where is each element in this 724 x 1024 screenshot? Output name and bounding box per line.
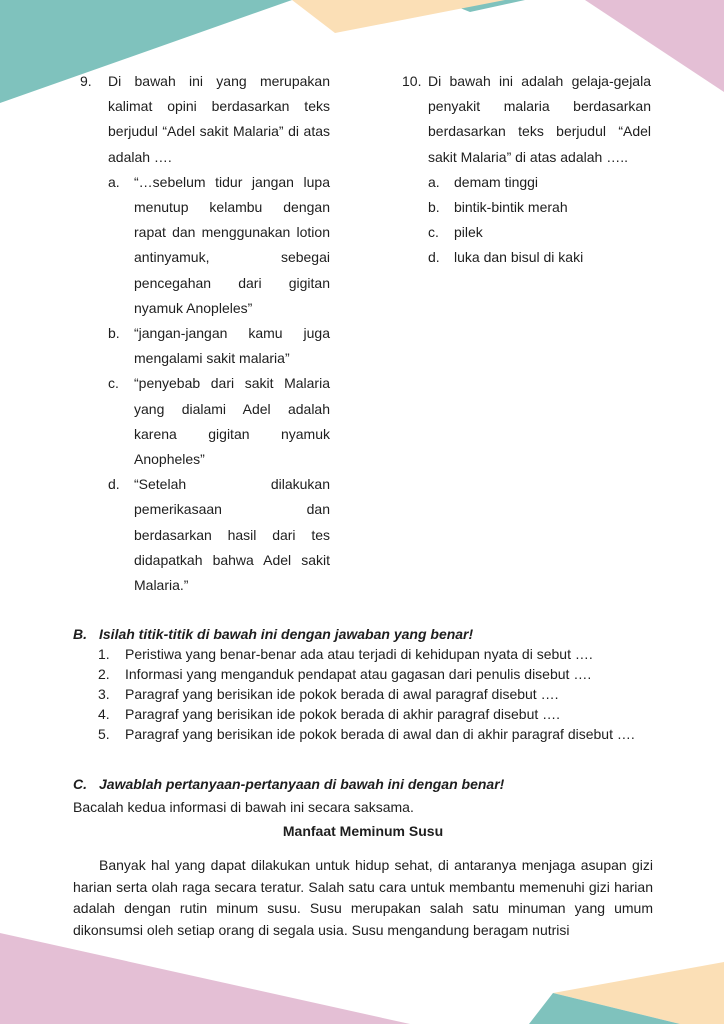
option-text: demam tinggi	[454, 173, 539, 190]
item-number: 3.	[98, 686, 110, 702]
question-text: Di bawah ini adalah gelaja-gejala penyakit malaria berdasarkan berdasarkan teks berjudul “Adel sakit Malaria” di atas adalah …..	[428, 73, 651, 165]
question-10	[402, 69, 651, 271]
option-text: luka dan bisul di kaki	[454, 249, 584, 266]
option-a	[428, 170, 651, 195]
option-text: bintik-bintik merah	[454, 199, 568, 216]
section-letter: B.	[73, 626, 87, 642]
option-letter: d.	[428, 249, 440, 266]
option-b	[428, 195, 651, 220]
list-item	[98, 664, 653, 684]
question-text: Di bawah ini yang merupakan kalimat opini berdasarkan teks berjudul “Adel sakit Malaria” di atas adalah ….	[108, 73, 330, 165]
item-number: 2.	[98, 666, 110, 682]
option-text: “jangan-jangan kamu juga mengalami sakit malaria”	[134, 325, 330, 367]
option-letter: d.	[108, 476, 120, 493]
item-text: Paragraf yang berisikan ide pokok berada di awal paragraf disebut ….	[125, 686, 559, 702]
fill-in-list	[98, 644, 653, 744]
section-c	[73, 774, 653, 941]
question-number: 9.	[80, 73, 92, 89]
option-c	[108, 371, 330, 472]
option-d	[108, 472, 330, 598]
list-item	[98, 684, 653, 704]
item-text: Peristiwa yang benar-benar ada atau terjadi di kehidupan nyata di sebut ….	[125, 646, 593, 662]
list-item	[98, 644, 653, 664]
article-paragraph: Banyak hal yang dapat dilakukan untuk hidup sehat, di antaranya menjaga asupan gizi harian serta olah raga secara teratur. Salah satu cara untuk membantu memenuhi gizi harian adalah dengan rutin minum susu. Susu merupakan salah satu minuman yang umum dikonsumsi oleh setiap orang di segala usia. Susu mengandung beragam nutrisi	[73, 857, 653, 938]
question-9	[80, 69, 330, 598]
item-number: 5.	[98, 726, 110, 742]
option-letter: c.	[108, 375, 119, 392]
section-title: Jawablah pertanyaan-pertanyaan di bawah ini dengan benar!	[99, 776, 505, 792]
section-intro: Bacalah kedua informasi di bawah ini secara saksama.	[73, 799, 414, 815]
option-letter: a.	[108, 173, 120, 190]
option-a	[108, 170, 330, 321]
option-text: pilek	[454, 224, 483, 241]
section-letter: C.	[73, 776, 87, 792]
article-title: Manfaat Meminum Susu	[282, 823, 444, 839]
item-number: 4.	[98, 706, 110, 722]
option-letter: c.	[428, 224, 439, 241]
item-text: Paragraf yang berisikan ide pokok berada di akhir paragraf disebut ….	[125, 706, 561, 722]
option-letter: a.	[428, 173, 440, 190]
option-text: “Setelah dilakukan pemerikasaan dan berdasarkan hasil dari tes didapatkah bahwa Adel sakit Malaria.”	[134, 476, 330, 594]
section-b-heading	[73, 624, 653, 644]
section-title: Isilah titik-titik di bawah ini dengan jawaban yang benar!	[99, 626, 474, 642]
option-d	[428, 245, 651, 270]
question-number: 10.	[402, 73, 422, 89]
option-text: “…sebelum tidur jangan lupa menutup kelambu dengan rapat dan menggunakan lotion antinyamuk, sebegai pencegahan dari gigitan nyamuk Anopleles”	[134, 173, 330, 316]
item-text: Informasi yang menganduk pendapat atau gagasan dari penulis disebut ….	[125, 666, 592, 682]
section-c-heading	[73, 774, 653, 794]
item-text: Paragraf yang berisikan ide pokok berada di awal dan di akhir paragraf disebut ….	[125, 726, 635, 742]
option-letter: b.	[108, 325, 120, 342]
option-letter: b.	[428, 199, 440, 216]
option-b	[108, 321, 330, 371]
list-item	[98, 704, 653, 724]
item-number: 1.	[98, 646, 110, 662]
option-c	[428, 220, 651, 245]
section-b	[73, 624, 653, 744]
list-item	[98, 724, 653, 744]
option-text: “penyebab dari sakit Malaria yang dialami Adel adalah karena gigitan nyamuk Anopheles”	[134, 375, 330, 468]
